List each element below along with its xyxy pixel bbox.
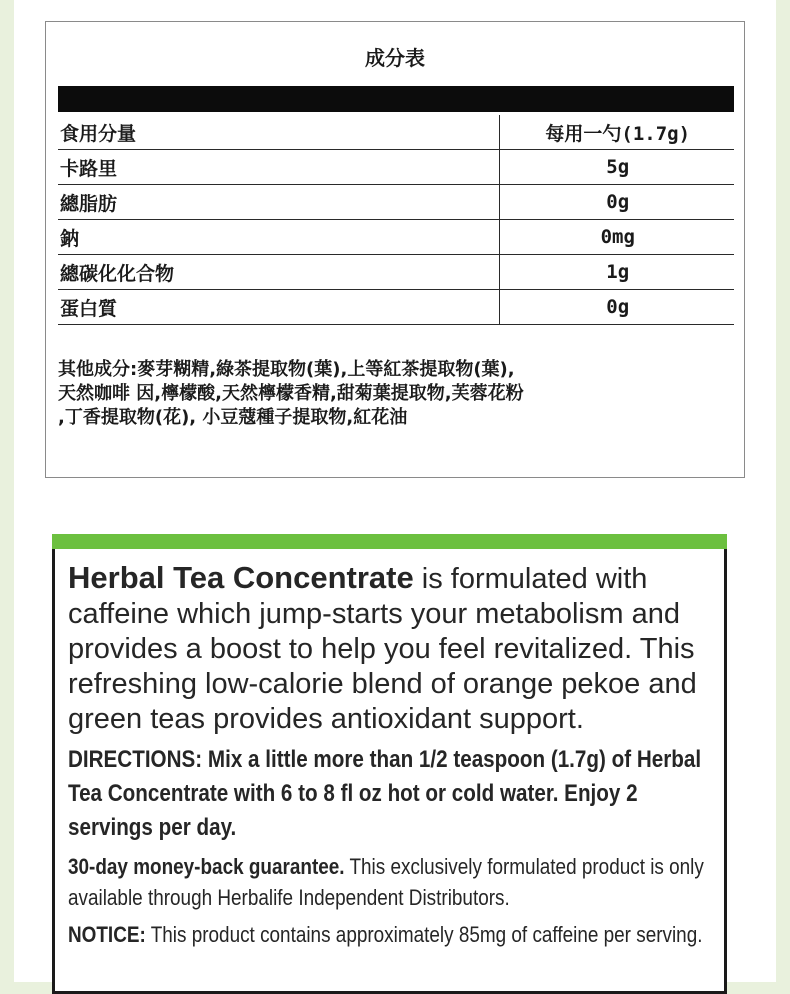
row-value: 5g bbox=[499, 150, 734, 185]
notice-paragraph bbox=[68, 919, 716, 950]
row-label: 蛋白質 bbox=[58, 290, 499, 325]
product-label bbox=[52, 534, 727, 994]
row-label: 總碳化化合物 bbox=[58, 255, 499, 290]
nutrition-facts-panel bbox=[45, 21, 745, 478]
serving-size-value: 每用一勺(1.7g) bbox=[499, 115, 734, 150]
ingredients-line: 天然咖啡 因,檸檬酸,天然檸檬香精,甜菊葉提取物,芙蓉花粉 bbox=[58, 383, 524, 404]
nutrition-table bbox=[58, 115, 734, 325]
table-row bbox=[58, 150, 734, 185]
nutrition-title: 成分表 bbox=[365, 46, 425, 70]
table-row bbox=[58, 255, 734, 290]
product-name: Herbal Tea Concentrate bbox=[68, 560, 414, 595]
row-label: 總脂肪 bbox=[58, 185, 499, 220]
row-value: 0g bbox=[499, 185, 734, 220]
notice-text: This product contains approximately 85mg of caffeine per serving. bbox=[145, 922, 703, 947]
notice-heading: NOTICE: bbox=[68, 922, 146, 947]
table-row bbox=[58, 185, 734, 220]
green-top-stripe bbox=[52, 534, 727, 549]
ingredients-line: 其他成分:麥芽糊精,綠茶提取物(葉),上等紅茶提取物(葉), bbox=[58, 359, 515, 380]
intro-paragraph bbox=[68, 560, 718, 737]
directions-text: DIRECTIONS: Mix a little more than 1/2 teaspoon (1.7g) of Herbal Tea Concentrate with 6 to 8 fl oz hot or cold water. Enjoy 2 servings per day. bbox=[68, 746, 702, 841]
row-label: 卡路里 bbox=[58, 150, 499, 185]
table-row bbox=[58, 115, 734, 150]
label-body bbox=[68, 560, 718, 950]
guarantee-text: This exclusively formulated product is only available through Herbalife Independent Distributors. bbox=[68, 854, 704, 910]
row-value: 0mg bbox=[499, 220, 734, 255]
table-row bbox=[58, 290, 734, 325]
guarantee-paragraph bbox=[68, 851, 716, 913]
header-bar bbox=[58, 86, 734, 112]
other-ingredients bbox=[58, 358, 658, 430]
row-value: 0g bbox=[499, 290, 734, 325]
guarantee-heading: 30-day money-back guarantee. bbox=[68, 854, 345, 879]
intro-text: is formulated with caffeine which jump-starts your metabolism and provides a boost to help you feel revitalized. This refreshing low-calorie blend of orange pekoe and green teas provides antioxidant support. bbox=[68, 563, 697, 735]
table-row bbox=[58, 220, 734, 255]
ingredients-line: ,丁香提取物(花), 小豆蔻種子提取物,紅花油 bbox=[58, 407, 408, 428]
row-label: 鈉 bbox=[58, 220, 499, 255]
serving-size-label: 食用分量 bbox=[58, 115, 499, 150]
row-value: 1g bbox=[499, 255, 734, 290]
